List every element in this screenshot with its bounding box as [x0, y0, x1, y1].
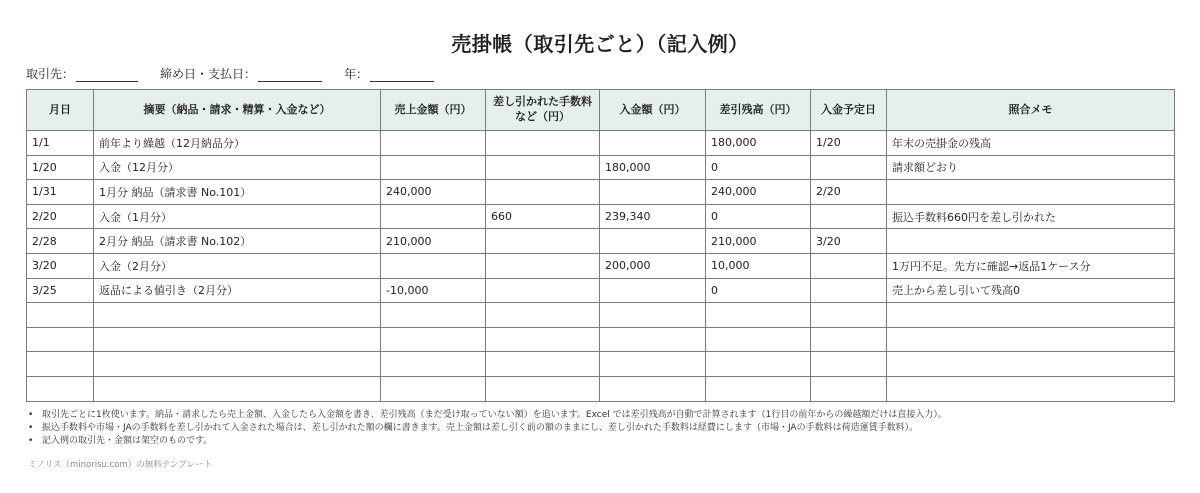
- cell-memo[interactable]: 請求額どおり: [887, 155, 1175, 180]
- note-text: 振込手数料や市場・JAの手数料を差し引かれて入金された場合は、差し引かれた額の欄に書きます。売上金額は差し引く前の額のままにし、差し引かれた手数料は経費にします（市場・JAの手数料は荷造運賃手数料）。: [42, 423, 919, 433]
- cell-fee-deducted[interactable]: [486, 253, 600, 278]
- cell-fee-deducted[interactable]: [486, 278, 600, 303]
- cell-expected-date[interactable]: [811, 327, 887, 352]
- cell-expected-date[interactable]: 1/20: [811, 131, 887, 156]
- cell-sales-amount[interactable]: [381, 131, 486, 156]
- cell-expected-date[interactable]: [811, 376, 887, 401]
- footer-credit: ミノリス（minorisu.com）の無料テンプレート: [28, 460, 212, 470]
- cell-memo[interactable]: [887, 303, 1175, 328]
- cell-memo[interactable]: 年末の売掛金の残高: [887, 131, 1175, 156]
- cell-fee-deducted[interactable]: [486, 131, 600, 156]
- cell-sales-amount[interactable]: -10,000: [381, 278, 486, 303]
- cell-memo[interactable]: [887, 352, 1175, 377]
- ledger-table: [26, 89, 1175, 402]
- table-row: [27, 303, 1175, 328]
- cell-memo[interactable]: [887, 229, 1175, 254]
- cell-description[interactable]: [94, 376, 381, 401]
- cell-description[interactable]: [94, 327, 381, 352]
- cell-date[interactable]: 1/1: [27, 131, 94, 156]
- cell-expected-date[interactable]: [811, 278, 887, 303]
- cell-fee-deducted[interactable]: [486, 376, 600, 401]
- cell-balance[interactable]: 180,000: [706, 131, 811, 156]
- header-expected-date: 入金予定日: [811, 90, 887, 131]
- header-memo: 照合メモ: [887, 90, 1175, 131]
- cell-sales-amount[interactable]: 240,000: [381, 180, 486, 205]
- cell-date[interactable]: 2/28: [27, 229, 94, 254]
- client-label: 取引先：: [26, 67, 75, 81]
- cell-memo[interactable]: 売上から差し引いて残高0: [887, 278, 1175, 303]
- cell-date[interactable]: [27, 376, 94, 401]
- cell-sales-amount[interactable]: [381, 327, 486, 352]
- cell-expected-date[interactable]: 3/20: [811, 229, 887, 254]
- cell-memo[interactable]: 1万円不足。先方に確認→返品1ケース分: [887, 253, 1175, 278]
- header-fee-deducted: 差し引かれた手数料 など（円）: [486, 90, 600, 131]
- cell-date[interactable]: 3/20: [27, 253, 94, 278]
- table-row: [27, 278, 1175, 303]
- header-fields: [26, 64, 456, 82]
- notes-list: [28, 409, 1178, 448]
- bullet-icon: •: [28, 410, 34, 420]
- cell-sales-amount[interactable]: [381, 204, 486, 229]
- cell-sales-amount[interactable]: [381, 155, 486, 180]
- cell-sales-amount[interactable]: [381, 376, 486, 401]
- year-blank-line: [370, 68, 434, 82]
- note-item: [28, 422, 1178, 435]
- header-received-amount: 入金額（円）: [600, 90, 706, 131]
- cell-balance[interactable]: 240,000: [706, 180, 811, 205]
- cell-fee-deducted[interactable]: [486, 155, 600, 180]
- cell-received-amount[interactable]: [600, 278, 706, 303]
- cell-sales-amount[interactable]: [381, 253, 486, 278]
- cell-received-amount[interactable]: [600, 180, 706, 205]
- cell-date[interactable]: 1/20: [27, 155, 94, 180]
- cell-balance[interactable]: 0: [706, 155, 811, 180]
- cell-received-amount[interactable]: 239,340: [600, 204, 706, 229]
- cell-date[interactable]: 2/20: [27, 204, 94, 229]
- note-text: 取引先ごとに1枚使います。納品・請求したら売上金額、入金したら入金額を書き、差引残高（まだ受け取っていない額）を追います。Excel では差引残高が自動で計算されます（1行目の前年からの繰越額だけは直接入力）。: [42, 410, 947, 420]
- table-row: [27, 180, 1175, 205]
- cell-memo[interactable]: 振込手数料660円を差し引かれた: [887, 204, 1175, 229]
- cell-balance[interactable]: 210,000: [706, 229, 811, 254]
- table-header-row: [27, 90, 1175, 131]
- cell-date[interactable]: [27, 303, 94, 328]
- cell-date[interactable]: [27, 327, 94, 352]
- cell-memo[interactable]: [887, 180, 1175, 205]
- cell-fee-deducted[interactable]: [486, 180, 600, 205]
- bullet-icon: •: [28, 423, 34, 433]
- cell-fee-deducted[interactable]: [486, 303, 600, 328]
- cell-description[interactable]: 返品による値引き（2月分）: [94, 278, 381, 303]
- cell-expected-date[interactable]: [811, 204, 887, 229]
- cell-received-amount[interactable]: [600, 229, 706, 254]
- cell-fee-deducted[interactable]: [486, 327, 600, 352]
- year-field: [344, 65, 434, 82]
- table-row: [27, 131, 1175, 156]
- cell-received-amount[interactable]: [600, 327, 706, 352]
- cell-description[interactable]: 入金（1月分）: [94, 204, 381, 229]
- cell-memo[interactable]: [887, 327, 1175, 352]
- table-row: [27, 229, 1175, 254]
- page-title: 売掛帳（取引先ごと）（記入例）: [451, 32, 749, 56]
- table-row: [27, 352, 1175, 377]
- note-text: 記入例の取引先・金額は架空のものです。: [42, 436, 213, 446]
- table-row: [27, 327, 1175, 352]
- cell-fee-deducted[interactable]: 660: [486, 204, 600, 229]
- cell-balance[interactable]: 0: [706, 278, 811, 303]
- cell-description[interactable]: [94, 352, 381, 377]
- cell-balance[interactable]: [706, 376, 811, 401]
- cell-received-amount[interactable]: [600, 376, 706, 401]
- note-item: [28, 409, 1178, 422]
- cell-expected-date[interactable]: [811, 253, 887, 278]
- cell-description[interactable]: 前年より繰越（12月納品分）: [94, 131, 381, 156]
- cell-received-amount[interactable]: [600, 303, 706, 328]
- cell-sales-amount[interactable]: 210,000: [381, 229, 486, 254]
- cell-expected-date[interactable]: [811, 352, 887, 377]
- cell-balance[interactable]: 0: [706, 204, 811, 229]
- cell-sales-amount[interactable]: [381, 352, 486, 377]
- cell-received-amount[interactable]: [600, 352, 706, 377]
- cell-expected-date[interactable]: 2/20: [811, 180, 887, 205]
- cell-memo[interactable]: [887, 376, 1175, 401]
- header-sales-amount: 売上金額（円）: [381, 90, 486, 131]
- cell-description[interactable]: 入金（12月分）: [94, 155, 381, 180]
- client-blank-line: [76, 68, 138, 82]
- cell-received-amount[interactable]: [600, 131, 706, 156]
- cell-date[interactable]: [27, 352, 94, 377]
- closing-blank-line: [258, 68, 322, 82]
- cell-description[interactable]: 2月分 納品（請求書 No.102）: [94, 229, 381, 254]
- cell-fee-deducted[interactable]: [486, 229, 600, 254]
- closing-field: [160, 65, 322, 82]
- closing-label: 締め日・支払日：: [160, 67, 257, 81]
- cell-balance[interactable]: [706, 303, 811, 328]
- note-item: [28, 435, 1178, 448]
- cell-fee-deducted[interactable]: [486, 352, 600, 377]
- cell-description[interactable]: 入金（2月分）: [94, 253, 381, 278]
- cell-expected-date[interactable]: [811, 303, 887, 328]
- year-label: 年：: [344, 67, 369, 81]
- cell-date[interactable]: 3/25: [27, 278, 94, 303]
- header-date: 月日: [27, 90, 94, 131]
- cell-balance[interactable]: [706, 352, 811, 377]
- cell-received-amount[interactable]: 200,000: [600, 253, 706, 278]
- table-row: [27, 155, 1175, 180]
- cell-balance[interactable]: [706, 327, 811, 352]
- table-row: [27, 204, 1175, 229]
- cell-received-amount[interactable]: 180,000: [600, 155, 706, 180]
- table-row: [27, 253, 1175, 278]
- cell-balance[interactable]: 10,000: [706, 253, 811, 278]
- header-description: 摘要（納品・請求・精算・入金など）: [94, 90, 381, 131]
- cell-expected-date[interactable]: [811, 155, 887, 180]
- client-field: [26, 65, 138, 82]
- table-row: [27, 376, 1175, 401]
- cell-date[interactable]: 1/31: [27, 180, 94, 205]
- cell-description[interactable]: 1月分 納品（請求書 No.101）: [94, 180, 381, 205]
- cell-sales-amount[interactable]: [381, 303, 486, 328]
- bullet-icon: •: [28, 436, 34, 446]
- cell-description[interactable]: [94, 303, 381, 328]
- header-balance: 差引残高（円）: [706, 90, 811, 131]
- ledger-body: [27, 131, 1175, 402]
